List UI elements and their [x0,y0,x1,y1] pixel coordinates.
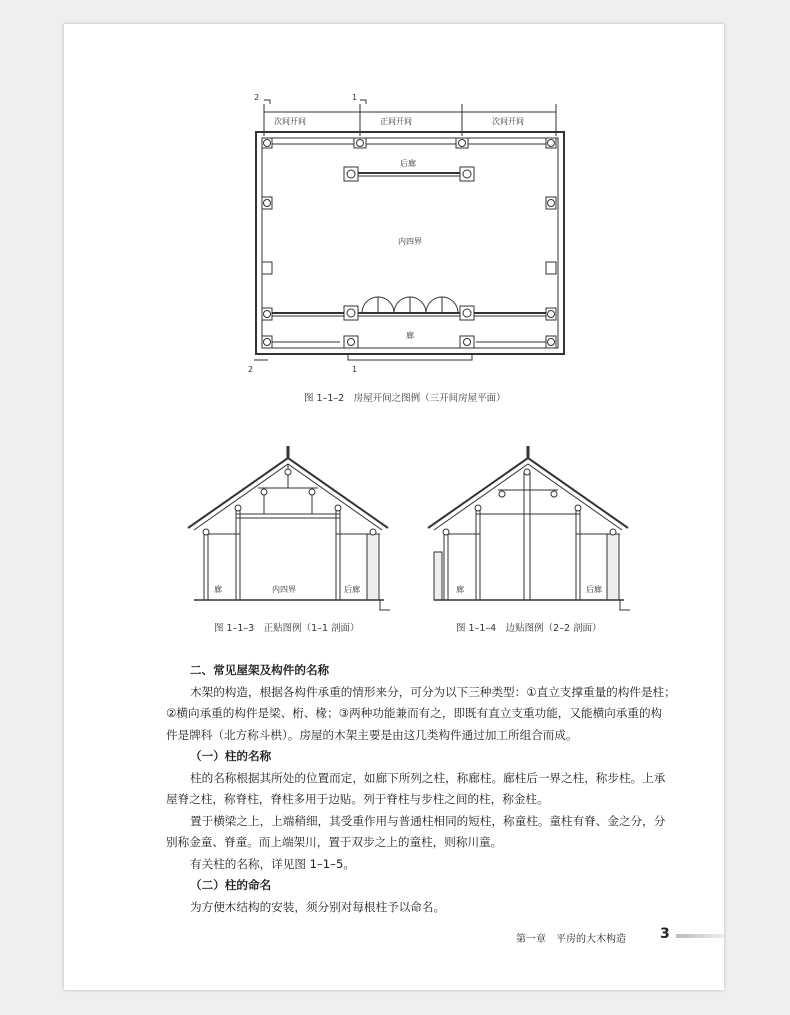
floor-plan-figure [244,92,574,382]
inner-label: 内四界 [398,237,422,246]
center-bay-label: 正间开间 [380,117,412,126]
side-section-caption: 图 1–1–4 边贴图例（2–2 剖面） [456,623,602,634]
center-front-label: 廊 [214,585,222,594]
paragraph-line: 柱的名称根据其所处的位置而定，如廊下所列之柱，称廊柱。廊柱后一界之柱，称步柱。上承 [190,770,666,785]
paragraph-line: 置于横梁之上，上端稍细，其受重作用与普通柱相同的短柱，称童柱。童柱有脊、金之分，分 [190,813,666,828]
footer-decoration [676,934,724,938]
plan-caption: 图 1–1–2 房屋开间之图例（三开间房屋平面） [304,393,506,404]
subheading-column-naming: （二）柱的命名 [190,878,272,892]
section-marker-2-bottom: 2 [248,365,254,374]
center-section-caption: 图 1–1–3 正贴图例（1–1 剖面） [214,623,360,634]
section-marker-2-top: 2 [254,93,260,102]
front-gallery-label: 廊 [406,331,414,340]
section-marker-1-top: 1 [352,93,358,102]
section-heading: 二、常见屋架及构件的名称 [190,663,330,677]
paragraph-line: 为方便木结构的安装，须分别对每根柱予以命名。 [190,899,446,914]
paragraph-line: 屋脊之柱，称脊柱，脊柱多用于边贴。列于脊柱与步柱之间的柱，称金柱。 [166,792,549,806]
side-section-figure [424,442,634,612]
page-number: 3 [660,926,670,942]
book-page [64,24,724,990]
subheading-column-names: （一）柱的名称 [190,749,272,763]
section-marker-1-bottom: 1 [352,365,358,374]
center-rear-label: 后廊 [344,585,360,594]
left-bay-label: 次间开间 [274,117,306,126]
paragraph-line: 木架的构造，根据各构件承重的情形来分，可分为以下三种类型：①直立支撑重量的构件是柱； [190,684,676,699]
right-bay-label: 次间开间 [492,117,524,126]
side-rear-label: 后廊 [586,585,602,594]
body-text [166,660,706,918]
rear-gallery-label: 后廊 [400,159,416,168]
paragraph-line: 件是牌科（北方称斗栱）。房屋的木架主要是由这几类构件通过加工所组合而成。 [166,727,578,742]
center-inner-label: 内四界 [272,585,296,594]
paragraph-line: 有关柱的名称，详见图 1–1–5。 [190,856,355,871]
chapter-footer: 第一章 平房的大木构造 [516,934,626,945]
center-section-figure [184,442,394,612]
paragraph-line: ②横向承重的构件是梁、桁、椽；③两种功能兼而有之，即既有直立支重功能，又能横向承重的构 [166,706,663,720]
side-front-label: 廊 [456,585,464,594]
paragraph-line: 别称金童、脊童。而上端架川，置于双步之上的童柱，则称川童。 [166,835,503,849]
